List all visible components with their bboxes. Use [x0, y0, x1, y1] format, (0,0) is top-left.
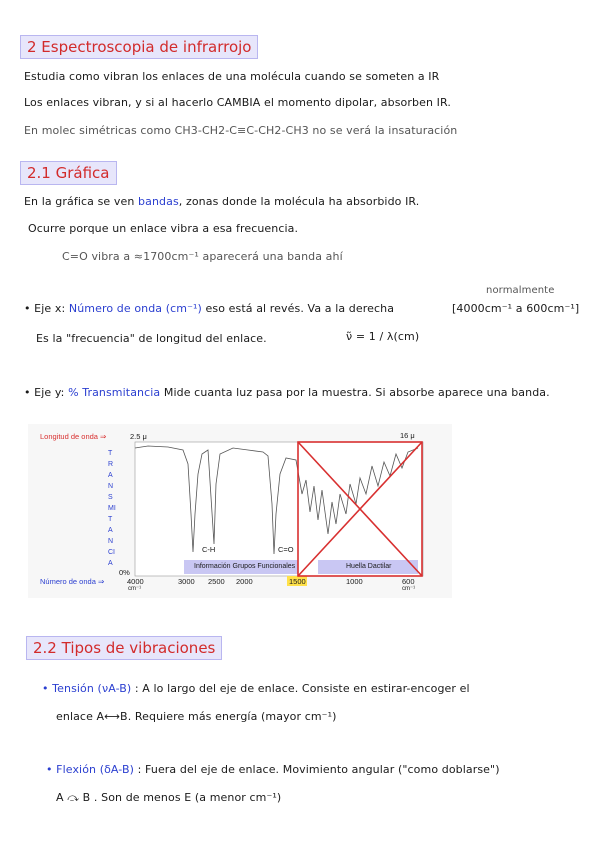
tick-2500: 2500 — [208, 577, 225, 586]
tick-600: 600 — [402, 577, 415, 586]
tension-line — [42, 682, 470, 695]
text-fragment: : Fuera del eje de enlace. Movimiento angular ("como doblarse") — [137, 763, 500, 776]
band-label-ch: C-H — [202, 545, 216, 554]
section-title-grafica: 2.1 Gráfica — [20, 161, 117, 185]
text-line: Los enlaces vibran, y si al hacerlo CAMBIA el momento dipolar, absorben IR. — [24, 96, 451, 109]
text-fragment: eso está al revés. Va a la derecha — [205, 302, 395, 315]
flexion-line — [46, 763, 500, 776]
tick-unit-right: cm⁻¹ — [402, 586, 416, 592]
tick-3000: 3000 — [178, 577, 195, 586]
tick-4000: 4000 — [127, 577, 144, 586]
ir-spectrum-figure — [28, 424, 452, 598]
tension-label: • Tensión (νA-B) — [42, 682, 132, 695]
text-line: Ocurre porque un enlace vibra a esa frecuencia. — [28, 222, 299, 235]
bullet: • Eje x: — [24, 302, 66, 315]
tick-1000: 1000 — [346, 577, 363, 586]
tick-unit-left: cm⁻¹ — [128, 586, 142, 592]
y-axis-label: TRANSMITANCIA — [108, 450, 116, 567]
eje-x-line — [24, 302, 394, 315]
highlight-word-bandas: bandas — [138, 195, 179, 208]
text-fragment: , zonas donde la molécula ha absorbido IR. — [178, 195, 420, 208]
band-label-co: C=O — [278, 545, 294, 554]
text-fragment: : A lo largo del eje de enlace. Consiste en estirar-encoger el — [134, 682, 470, 695]
longitud-onda-label: Longitud de onda ⇒ — [40, 432, 107, 441]
tick-2000: 2000 — [236, 577, 253, 586]
flexion-label: • Flexión (δA-B) — [46, 763, 135, 776]
bullet: • Eje y: — [24, 386, 65, 399]
text-fragment: Mide cuanta luz pasa por la muestra. Si absorbe aparece una banda. — [163, 386, 550, 399]
lambda-right: 16 μ — [400, 431, 415, 440]
text-fragment: En la gráfica se ven — [24, 195, 135, 208]
text-line: C=O vibra a ≈1700cm⁻¹ aparecerá una banda ahí — [62, 250, 343, 263]
region-left-label: Información Grupos Funcionales — [194, 563, 296, 570]
text-line: A ⤼ B . Son de menos E (a menor cm⁻¹) — [56, 791, 282, 804]
eje-y-label: % Transmitancia — [68, 386, 161, 399]
spectrum-svg — [28, 424, 452, 598]
note-normalmente: normalmente — [486, 285, 555, 296]
section-title-espectroscopia: 2 Espectroscopia de infrarrojo — [20, 35, 258, 59]
tick-1500: 1500 — [289, 577, 306, 586]
eje-x-label: Número de onda (cm⁻¹) — [68, 302, 202, 315]
text-line: enlace A⟷B. Requiere más energía (mayor cm⁻¹) — [56, 710, 337, 723]
text-line — [24, 195, 419, 208]
text-line: Estudia como vibran los enlaces de una molécula cuando se someten a IR — [24, 70, 440, 83]
formula-wavenumber: ν̃ = 1 / λ(cm) — [346, 330, 420, 343]
lambda-left: 2.5 μ — [130, 432, 147, 441]
y-zero-label: 0% — [119, 568, 130, 577]
text-line: Es la "frecuencia" de longitud del enlace. — [36, 332, 267, 345]
section-title-tipos-vibraciones: 2.2 Tipos de vibraciones — [26, 636, 222, 660]
text-line: En molec simétricas como CH3-CH2-C≡C-CH2-CH3 no se verá la insaturación — [24, 124, 458, 137]
region-right-label: Huella Dactilar — [346, 563, 392, 570]
eje-y-line — [24, 386, 550, 399]
eje-x-range: [4000cm⁻¹ a 600cm⁻¹] — [452, 302, 580, 315]
x-axis-label: Número de onda ⇒ — [40, 577, 105, 586]
